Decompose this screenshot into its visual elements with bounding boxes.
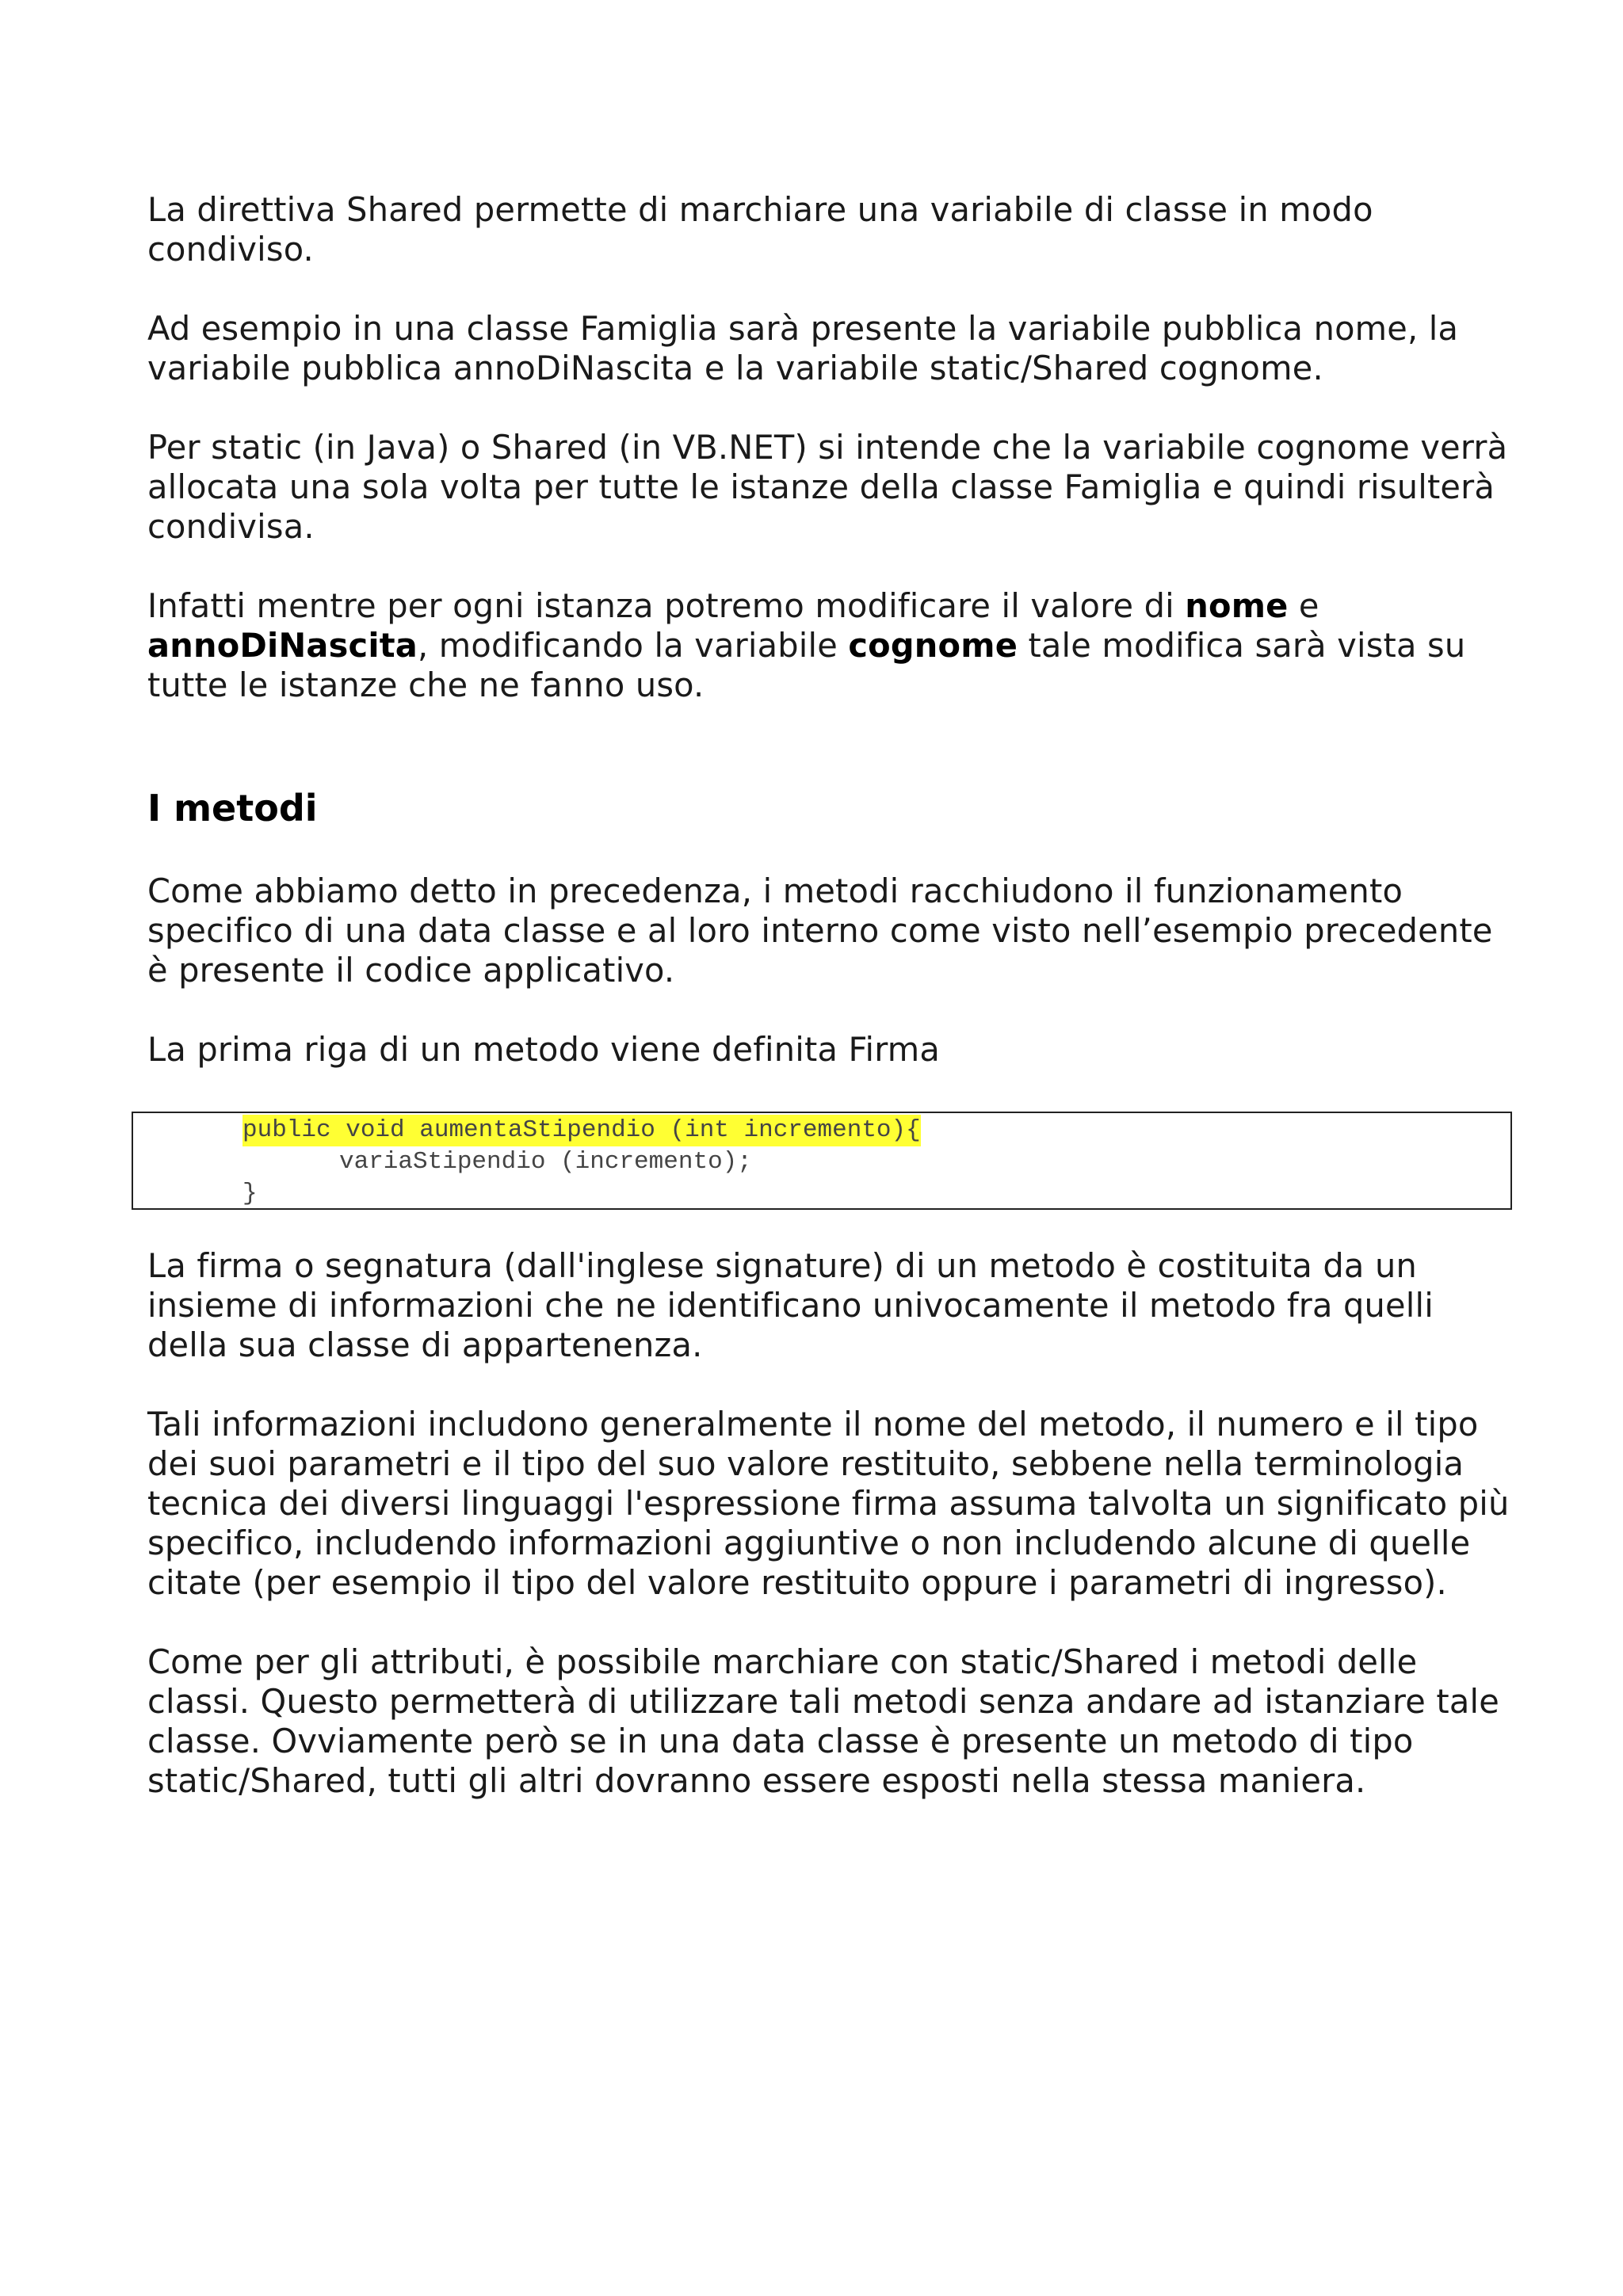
- paragraph-text: Come per gli attributi, è possibile marchiare con static/Shared i metodi delle classi. Questo permetterà di utilizzare tali metodi senza andare ad istanziare tale classe. Ovviamente però se in una data classe è presente un metodo di tipo static/Shared, tutti gli altri dovranno essere esposti nella stessa maniera.: [147, 1642, 1499, 1800]
- paragraph-famiglia-example: [147, 309, 1510, 388]
- paragraph-segnatura: [147, 1246, 1510, 1365]
- section-heading: I metodi: [147, 787, 318, 830]
- code-line-body: variaStipendio (incremento);: [339, 1148, 752, 1176]
- code-block: [132, 1112, 1512, 1210]
- bold-cognome: cognome: [848, 626, 1018, 665]
- paragraph-text: La direttiva Shared permette di marchiare una variabile di classe in modo condiviso.: [147, 190, 1373, 269]
- paragraph-static-shared: [147, 428, 1510, 547]
- text-segment: tale modifica sarà vista su tutte le istanze che ne fanno uso.: [147, 626, 1466, 704]
- paragraph-shared-directive: [147, 190, 1510, 269]
- paragraph-metodi-static: [147, 1642, 1510, 1801]
- text-segment: Infatti mentre per ogni istanza potremo modificare il valore di: [147, 586, 1186, 625]
- paragraph-metodi-intro: [147, 871, 1510, 990]
- text-segment: , modificando la variabile: [417, 626, 849, 665]
- text-segment: e: [1288, 586, 1319, 625]
- paragraph-text: Ad esempio in una classe Famiglia sarà presente la variabile pubblica nome, la variabile pubblica annoDiNascita e la variabile static/Shared cognome.: [147, 309, 1459, 387]
- bold-nome: nome: [1185, 586, 1289, 625]
- paragraph-firma: [147, 1030, 1510, 1070]
- paragraph-informazioni: [147, 1405, 1510, 1603]
- paragraph-text: La prima riga di un metodo viene definita Firma: [147, 1030, 941, 1069]
- code-line-closing-brace: }: [242, 1180, 258, 1207]
- paragraph-text: Come abbiamo detto in precedenza, i metodi racchiudono il funzionamento specifico di una data classe e al loro interno come visto nell’esempio precedente è presente il codice applicativo.: [147, 871, 1493, 990]
- paragraph-text: Tali informazioni includono generalmente il nome del metodo, il numero e il tipo dei suoi parametri e il tipo del suo valore restituito, sebbene nella terminologia tecnica dei diversi linguaggi l'espressione firma assuma talvolta un significato più specifico, includendo informazioni aggiuntive o non includendo alcune di quelle citate (per esempio il tipo del valore restituito oppure i parametri di ingresso).: [147, 1405, 1510, 1602]
- paragraph-text: Per static (in Java) o Shared (in VB.NET) si intende che la variabile cognome verrà allocata una sola volta per tutte le istanze della classe Famiglia e quindi risulterà condivisa.: [147, 428, 1508, 546]
- code-line-signature: public void aumentaStipendio (int incremento){: [242, 1115, 921, 1146]
- paragraph-text: La firma o segnatura (dall'inglese signature) di un metodo è costituita da un insieme di informazioni che ne identificano univocamente il metodo fra quelli della sua classe di appartenenza.: [147, 1246, 1434, 1364]
- bold-annodinascita: annoDiNascita: [147, 626, 418, 665]
- paragraph-modifica-cognome: [147, 586, 1510, 705]
